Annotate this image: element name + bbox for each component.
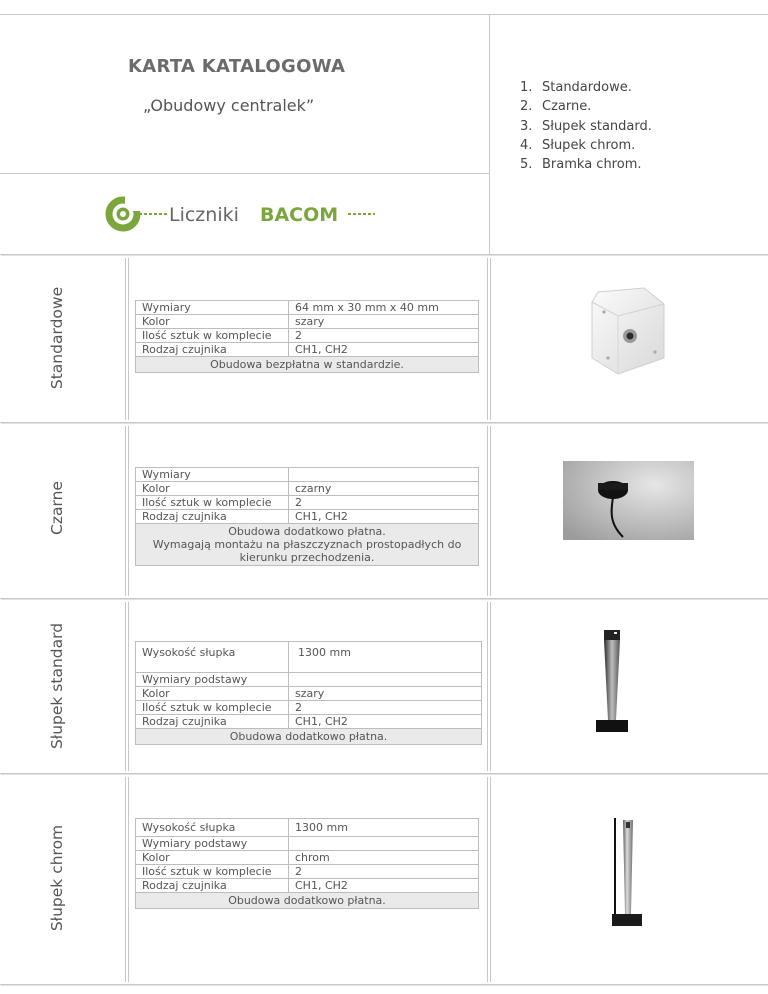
header-row-line: [0, 173, 489, 174]
logo-text-liczniki: Liczniki: [169, 204, 239, 226]
section-line-2: [0, 422, 768, 423]
product-image-chrome-post: [612, 814, 642, 926]
spec-table-slupek-chrom: [135, 818, 479, 909]
table-row: Kolor szary: [136, 315, 479, 329]
col-divider: [125, 426, 126, 596]
page-title: KARTA KATALOGOWA: [128, 56, 346, 77]
col-divider: [128, 258, 129, 420]
page-subtitle: „Obudowy centralek”: [143, 96, 315, 115]
col-divider: [487, 777, 488, 982]
col-divider: [128, 777, 129, 982]
table-note-row: Obudowa dodatkowo płatna.: [136, 893, 479, 909]
table-row: Wysokość słupka 1300 mm: [136, 819, 479, 837]
table-row: Ilość sztuk w komplecie 2: [136, 496, 479, 510]
table-row: Ilość sztuk w komplecie 2: [136, 701, 482, 715]
section-label-czarne: Czarne: [48, 481, 66, 535]
frame-top-line: [0, 14, 768, 15]
spec-table-czarne: [135, 467, 479, 566]
header-divider: [489, 14, 490, 254]
section-label-standardowe: Standardowe: [48, 286, 66, 390]
frame-bottom-line: [0, 984, 768, 985]
toc-item: 4. Słupek chrom.: [520, 137, 636, 153]
spec-table-slupek-standard: [135, 641, 482, 745]
toc-item: 2. Czarne.: [520, 99, 592, 115]
col-divider: [487, 426, 488, 596]
table-row: Wymiary podstawy: [136, 673, 482, 687]
table-row: Wymiary podstawy: [136, 837, 479, 851]
product-image-standard-box: [584, 286, 670, 376]
section-label-slupek-standard: Słupek standard: [48, 622, 66, 750]
section-label-slupek-chrom: Słupek chrom: [48, 824, 66, 932]
section-line-3: [0, 598, 768, 599]
col-divider: [128, 602, 129, 771]
col-divider: [490, 602, 491, 771]
table-row: Ilość sztuk w komplecie 2: [136, 865, 479, 879]
product-image-standard-post: [596, 628, 628, 732]
table-row: Ilość sztuk w komplecie 2: [136, 329, 479, 343]
table-note-row: Obudowa dodatkowo płatna.: [136, 729, 482, 745]
toc-item: 1. Standardowe.: [520, 80, 632, 95]
col-divider: [487, 602, 488, 771]
col-divider: [487, 258, 488, 420]
section-line-4: [0, 773, 768, 774]
table-row: Wymiary: [136, 468, 479, 482]
product-image-black-sensor: [563, 461, 694, 540]
toc-item: 5. Bramka chrom.: [520, 157, 642, 173]
table-row: Rodzaj czujnika CH1, CH2: [136, 879, 479, 893]
col-divider: [490, 258, 491, 420]
logo-text-bacom: BACOM: [260, 204, 339, 226]
col-divider: [490, 426, 491, 596]
col-divider: [128, 426, 129, 596]
table-row: Kolor czarny: [136, 482, 479, 496]
col-divider: [490, 777, 491, 982]
spec-table-standardowe: [135, 300, 479, 373]
section-line-1: [0, 254, 768, 255]
table-row: Kolor szary: [136, 687, 482, 701]
toc-item: 3. Słupek standard.: [520, 118, 652, 134]
table-row: Rodzaj czujnika CH1, CH2: [136, 343, 479, 357]
table-row: Wymiary 64 mm x 30 mm x 40 mm: [136, 301, 479, 315]
table-note-row: Obudowa bezpłatna w standardzie.: [136, 357, 479, 373]
table-row: Rodzaj czujnika CH1, CH2: [136, 715, 482, 729]
company-logo: [105, 194, 385, 234]
table-note-row: Obudowa dodatkowo płatna. Wymagają montażu na płaszczyznach prostopadłych do kierunku przechodzenia.: [136, 524, 479, 566]
table-of-contents: [520, 78, 652, 174]
table-row: Kolor chrom: [136, 851, 479, 865]
col-divider: [125, 602, 126, 771]
table-row: Rodzaj czujnika CH1, CH2: [136, 510, 479, 524]
table-row: Wysokość słupka 1300 mm: [136, 642, 482, 673]
col-divider: [125, 258, 126, 420]
col-divider: [125, 777, 126, 982]
